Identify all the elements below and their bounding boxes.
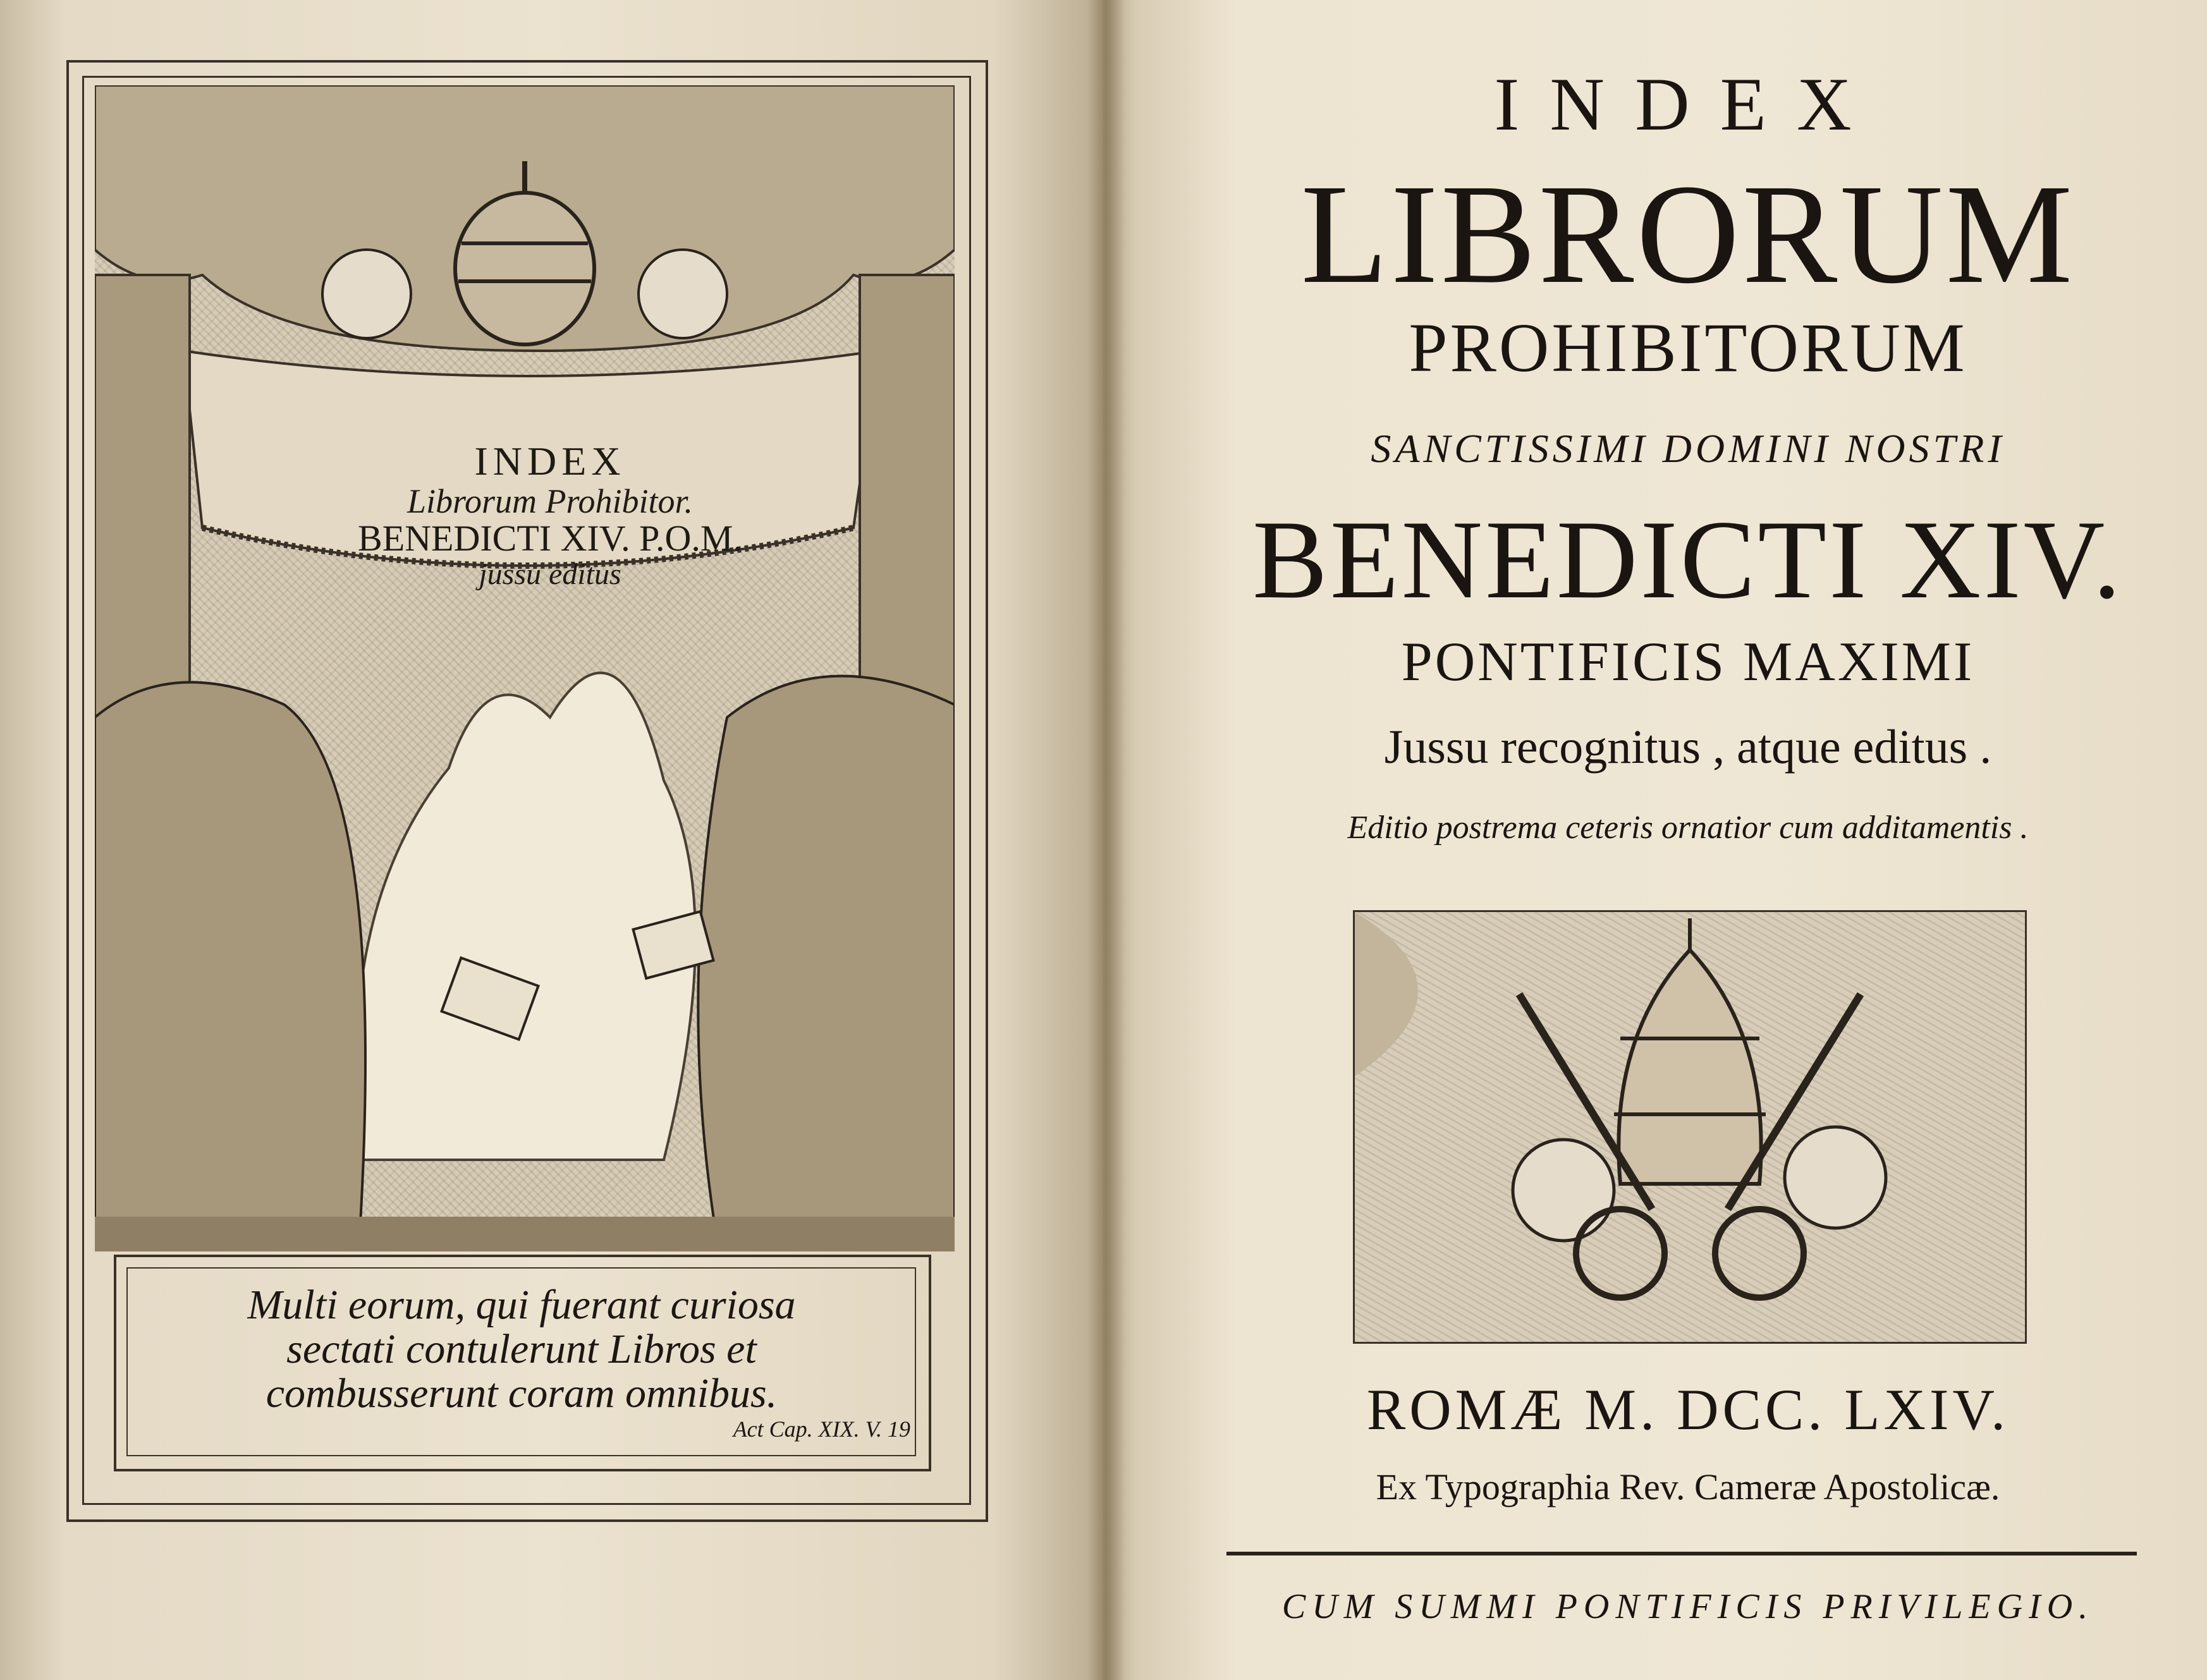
imprint-place-date: ROMÆ M. DCC. LXIV.	[1366, 1377, 2010, 1442]
banner-jussu: jussu editus	[479, 557, 621, 591]
frontispiece-banner-text	[303, 439, 797, 591]
caption-line-1: Multi eorum, qui fuerant curiosa	[247, 1282, 796, 1328]
vignette-tiara-icon	[1614, 918, 1766, 1184]
engraving-illustration	[95, 85, 955, 1251]
imprint-printer: Ex Typographia Rev. Cameræ Apostolicæ.	[1376, 1466, 2000, 1507]
figures-right-icon	[698, 676, 955, 1223]
vignette-cherub-right-icon	[1785, 1127, 1886, 1228]
papal-arms-vignette	[1353, 910, 2027, 1344]
caption-line-3: combusserunt coram omnibus.	[266, 1370, 778, 1416]
title-rule	[1226, 1552, 2137, 1555]
title-benedicti: BENEDICTI XIV.	[1252, 497, 2124, 622]
title-index: INDEX	[1494, 62, 1882, 146]
privilege-line: CUM SUMMI PONTIFICIS PRIVILEGIO.	[1281, 1587, 2094, 1626]
cherub-left-icon	[322, 250, 411, 338]
frontispiece-caption	[130, 1283, 914, 1416]
title-sanctissimi: SANCTISSIMI DOMINI NOSTRI	[1371, 426, 2005, 471]
title-prohibitorum: PROHIBITORUM	[1409, 309, 1967, 386]
banner-librorum: Librorum Prohibitor.	[407, 482, 694, 520]
banner-index: INDEX	[474, 439, 626, 484]
book-burning-engraving	[95, 85, 955, 1251]
fire-smoke-icon	[356, 673, 695, 1160]
vignette-illustration	[1355, 912, 2025, 1342]
book-gutter	[1087, 0, 1125, 1680]
title-pontificis: PONTIFICIS MAXIMI	[1401, 631, 1975, 693]
cherub-right-icon	[639, 250, 727, 338]
caption-line-2: sectati contulerunt Libros et	[286, 1326, 757, 1372]
title-librorum: LIBRORUM	[1300, 155, 2076, 313]
title-jussu: Jussu recognitus , atque editus .	[1384, 721, 1992, 774]
vignette-cherub-left-icon	[1513, 1140, 1614, 1241]
title-editio: Editio postrema ceteris ornatior cum additamentis .	[1347, 810, 2029, 846]
caption-reference: Act Cap. XIX. V. 19	[733, 1416, 910, 1442]
figures-left-icon	[95, 682, 365, 1223]
banner-benedicti: BENEDICTI XIV. P.O.M.	[358, 518, 742, 559]
